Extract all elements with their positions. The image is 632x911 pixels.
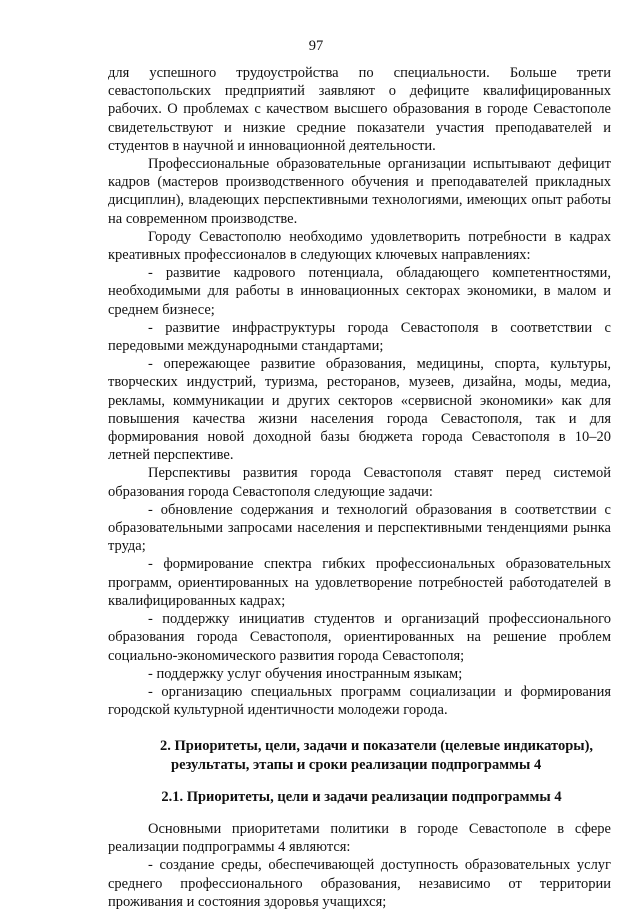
paragraph: для успешного трудоустройства по специальности. Больше трети севастопольских предприятий заявляют о дефиците квалифицированных рабочих. О проблемах с качеством высшего образования в городе Севастополе свидетельствуют и низкие средние показатели участия преподавателей и студентов в научной и инновационной деятельности.: [108, 65, 611, 154]
page-content: [108, 64, 611, 911]
paragraph: Перспективы развития города Севастополя ставят перед системой образования города Севастополя следующие задачи:: [108, 465, 611, 500]
section-heading-line: 2. Приоритеты, цели, задачи и показатели (целевые индикаторы),: [160, 738, 594, 755]
list-item: - создание среды, обеспечивающей доступность образовательных услуг среднего профессионального образования, независимо от территории проживания и состояния здоровья учащихся;: [108, 857, 611, 910]
paragraph: Профессиональные образовательные организации испытывают дефицит кадров (мастеров производственного обучения и преподавателей прикладных дисциплин), владеющих перспективными технологиями, имеющих опыт работы на современном производстве.: [108, 156, 611, 227]
section-heading-line: результаты, этапы и сроки реализации подпрограммы 4: [171, 756, 542, 773]
list-item: - опережающее развитие образования, медицины, спорта, культуры, творческих индустрий, туризма, ресторанов, музеев, дизайна, моды, медиа, рекламы, коммуникации и других секторов «сервисной экономики» как для повышения качества жизни населения города Севастополя, так и для формирования новой доходной базы бюджета города Севастополя в 10–20 летней перспективе.: [108, 356, 611, 464]
section-heading: [108, 737, 611, 773]
page-number: 97: [308, 38, 324, 54]
list-item: - развитие инфраструктуры города Севастополя в соответствии с передовыми международными стандартами;: [108, 319, 611, 355]
paragraph: Основными приоритетами политики в городе Севастополе в сфере реализации подпрограммы 4 являются:: [108, 820, 611, 856]
list-item: - развитие кадрового потенциала, обладающего компетентностями, необходимыми для работы в инновационных секторах экономики, в малом и среднем бизнесе;: [108, 265, 611, 318]
list-item: - поддержку инициатив студентов и организаций профессионального образования города Севастополя, ориентированных на решение проблем социально-экономического развития города Севастополя;: [108, 611, 611, 664]
list-item: - поддержку услуг обучения иностранным языкам;: [148, 665, 463, 682]
list-item: - формирование спектра гибких профессиональных образовательных программ, ориентированных на удовлетворение потребностей работодателей в квалифицированных кадрах;: [108, 556, 611, 609]
list-item: - организацию специальных программ социализации и формирования городской культурной идентичности молодежи города.: [108, 683, 611, 719]
paragraph: Городу Севастополю необходимо удовлетворить потребности в кадрах креативных профессионалов в следующих ключевых направлениях:: [108, 228, 611, 264]
subsection-heading: 2.1. Приоритеты, цели и задачи реализации подпрограммы 4: [161, 788, 562, 805]
list-item: - обновление содержания и технологий образования в соответствии с образовательными запросами населения и перспективными тенденциями рынка труда;: [108, 501, 611, 555]
